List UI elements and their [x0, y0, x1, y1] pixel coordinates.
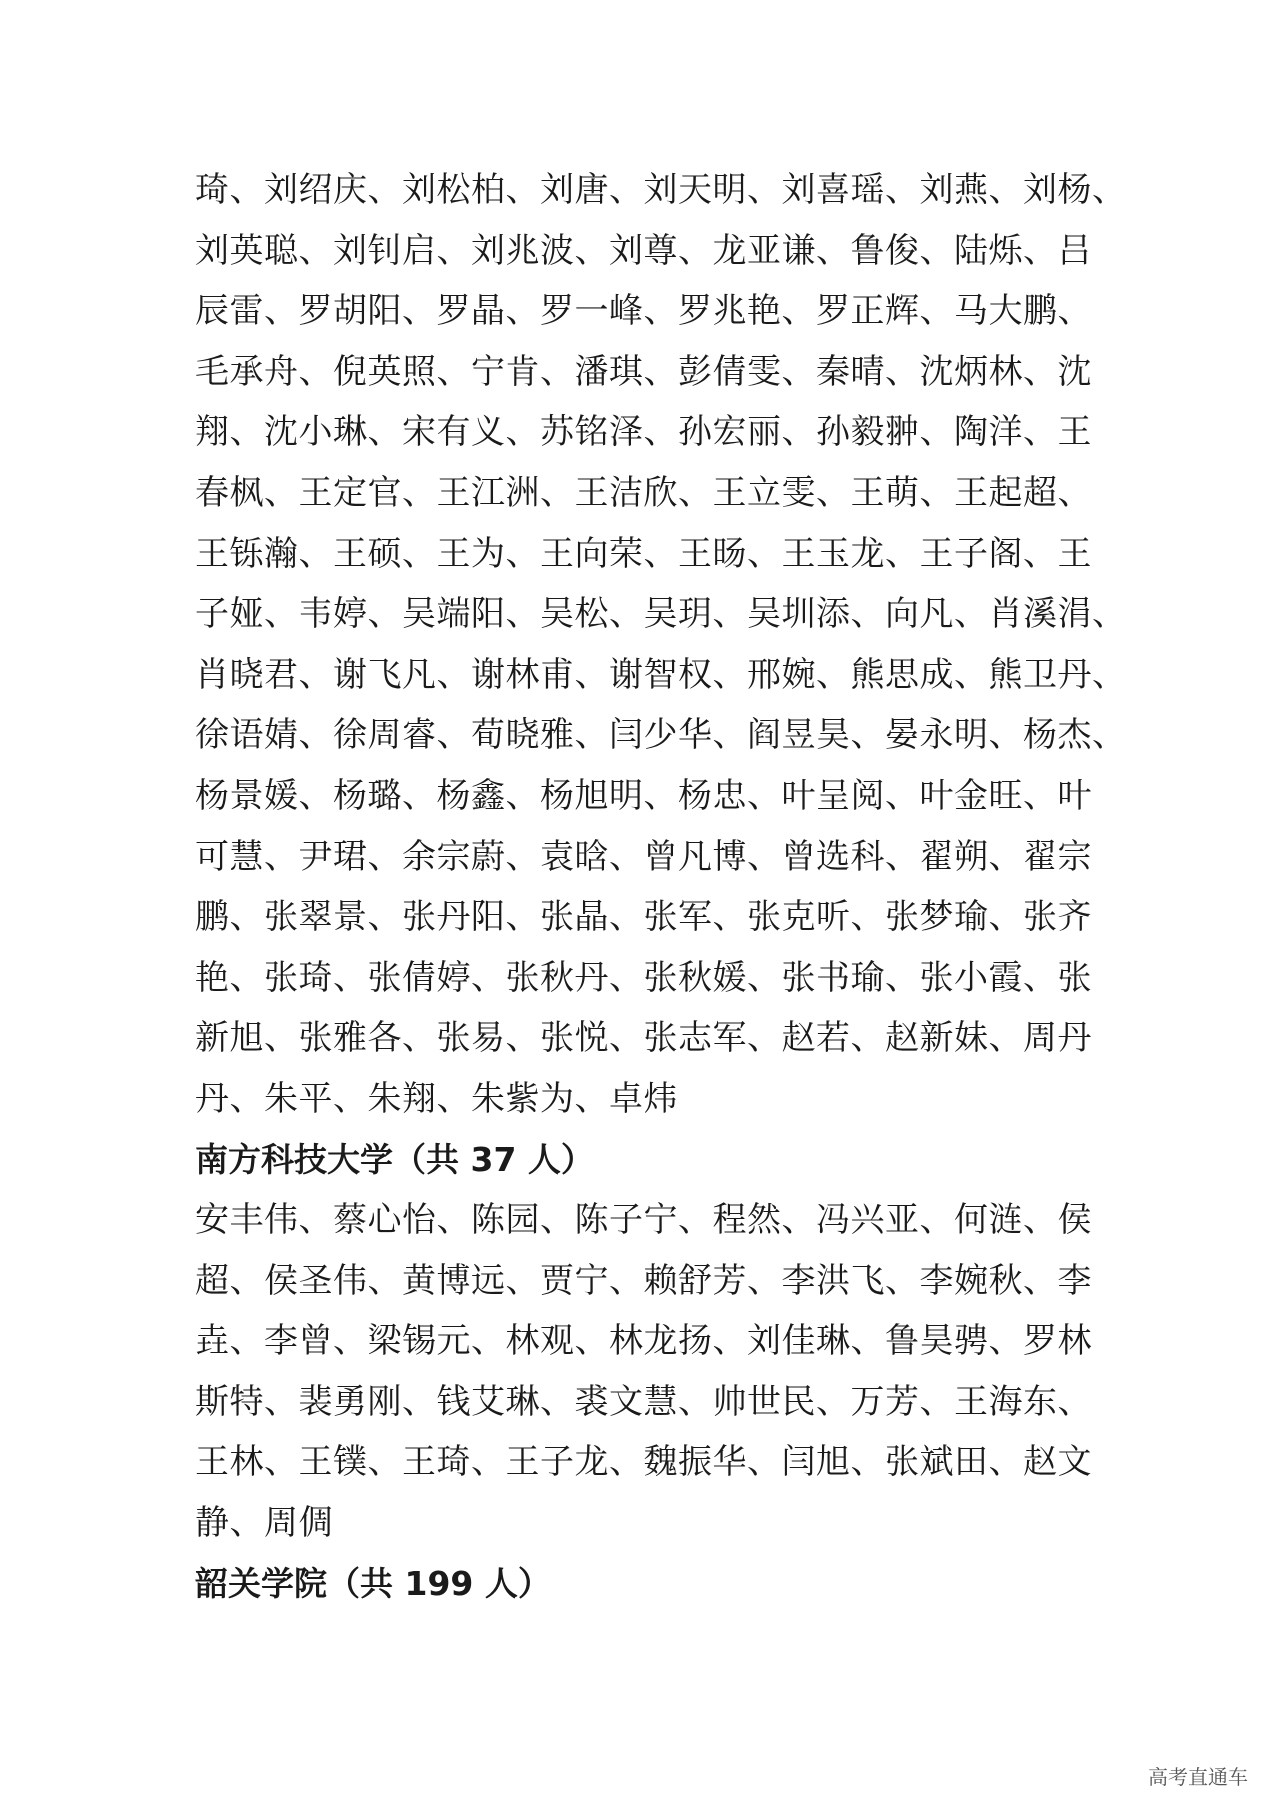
name-line: 垚、李曾、梁锡元、林观、林龙扬、刘佳琳、鲁昊骋、罗林: [195, 1321, 1092, 1362]
name-line: 王林、王镤、王琦、王子龙、魏振华、闫旭、张斌田、赵文: [195, 1442, 1092, 1483]
name-line: 静、周倜: [195, 1503, 333, 1544]
name-line: 琦、刘绍庆、刘松柏、刘唐、刘天明、刘喜瑶、刘燕、刘杨、: [195, 170, 1127, 210]
name-line: 子娅、韦婷、吴端阳、吴松、吴玥、吴圳添、向凡、肖溪涓、: [195, 594, 1127, 635]
name-line: 辰雷、罗胡阳、罗晶、罗一峰、罗兆艳、罗正辉、马大鹏、: [195, 291, 1092, 332]
name-line: 毛承舟、倪英照、宁肯、潘琪、彭倩雯、秦晴、沈炳林、沈: [195, 351, 1092, 392]
name-line: 刘英聪、刘钊启、刘兆波、刘尊、龙亚谦、鲁俊、陆烁、吕: [195, 230, 1092, 271]
name-line: 徐语婧、徐周睿、荀晓雅、闫少华、阎昱昊、晏永明、杨杰、: [195, 715, 1127, 756]
name-line: 安丰伟、蔡心怡、陈园、陈子宁、程然、冯兴亚、何涟、侯: [195, 1200, 1092, 1241]
name-line: 春枫、王定官、王江洲、王洁欣、王立雯、王萌、王起超、: [195, 472, 1092, 513]
name-line: 翔、沈小琳、宋有义、苏铭泽、孙宏丽、孙毅翀、陶洋、王: [195, 412, 1092, 453]
document-body: [195, 160, 1127, 1614]
name-line: 杨景媛、杨璐、杨鑫、杨旭明、杨忠、叶呈阅、叶金旺、叶: [195, 775, 1092, 816]
name-line: 鹏、张翠景、张丹阳、张晶、张军、张克听、张梦瑜、张齐: [195, 897, 1092, 938]
name-line: 可慧、尹珺、余宗蔚、袁晗、曾凡博、曾选科、翟朔、翟宗: [195, 836, 1092, 877]
name-line: 艳、张琦、张倩婷、张秋丹、张秋媛、张书瑜、张小霞、张: [195, 957, 1092, 998]
name-list: [195, 160, 1127, 1130]
section-heading: 韶关学院（共 199 人）: [195, 1563, 551, 1603]
name-line: 斯特、裴勇刚、钱艾琳、裘文慧、帅世民、万芳、王海东、: [195, 1381, 1092, 1422]
name-line: 丹、朱平、朱翔、朱紫为、卓炜: [195, 1078, 678, 1119]
name-list: [195, 1190, 1095, 1554]
name-line: 肖晓君、谢飞凡、谢林甫、谢智权、邢婉、熊思成、熊卫丹、: [195, 654, 1127, 695]
name-line: 王铄瀚、王硕、王为、王向荣、王旸、王玉龙、王子阁、王: [195, 533, 1092, 574]
name-line: 超、侯圣伟、黄博远、贾宁、赖舒芳、李洪飞、李婉秋、李: [195, 1260, 1092, 1301]
name-line: 新旭、张雅各、张易、张悦、张志军、赵若、赵新妹、周丹: [195, 1018, 1092, 1059]
section-heading: 南方科技大学（共 37 人）: [195, 1139, 594, 1179]
watermark: 高考直通车: [1148, 1765, 1248, 1789]
